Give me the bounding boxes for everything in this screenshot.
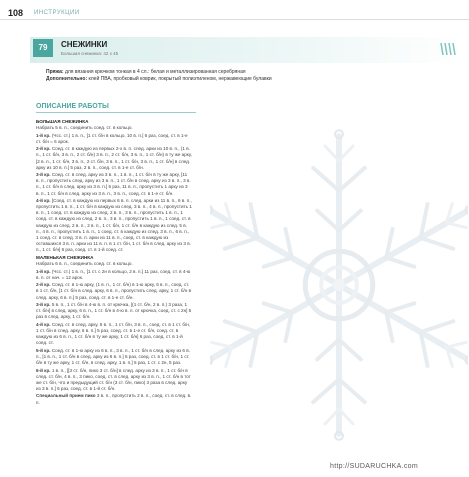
- small-row: 4-й кр. Соед. ст. в след. арку, 6 в. п., 1 ст. б/н, 3 в. п., соед. ст. в 1 ст. б/н, 1 ст. б/н в след. арку, 6 в. п.] 5 раз, соед. ст. в 1-е ст. б/н, соед. ст. в каждую из 6 в. п., 1 ст. б/н в ту же арку, 1 ст. б/н] 6 раз, соед. ст. в 1-й соед. ст.: [36, 321, 191, 346]
- small-snowflake-heading: МАЛЕНЬКАЯ СНЕЖИНКА: [36, 254, 94, 260]
- description-divider: [36, 112, 196, 113]
- big-row: 2-й кр. Соед. ст. в каждую из первых 2-х в. п. след. арки из 10 в. п., (1 в. п., 1 ст. б/н, 3 в. п., 2 ст. б/н) 3 в. п., 2 ст. б/н, 3 в. п., 1 ст. б/н) в ту же арку, [2 в. п., 1 ст. б/н, 3 в. п., 2 ст. б/н, 3 в. п., 1 ст. б/н, 3 в. п., 1 ст. б/н] в след. арку из 10 в. п.] 5 раз, 2 в. п., соед. ст. в 1-е ст. б/н.: [36, 146, 192, 170]
- pattern-title: СНЕЖИНКИ: [61, 40, 108, 49]
- big-row: 1-й кр. (Чсс. ст.) 1 в. п., [1 ст. б/н в кольцо, 10 в. п.] 6 раз, соед. ст. в 1-е ст. б/н = 6 арок.: [36, 132, 188, 144]
- pattern-subtitle: Большая снежинка: 42 х 45: [61, 51, 119, 56]
- materials-block: [46, 69, 346, 83]
- stripes-icon: [438, 40, 456, 58]
- small-row: 5-й кр. Соед. ст. в 1-ю арку из 6 в. п., 3 в. п., 1 ст. б/н в след. арку из 6 в. п., [1 в. п., 1 ст. б/н в след. арку из 6 в. п.] 5 раз, соед. ст. в 1 ст. б/н, 1 ст. б/н в ту же арку, 1 ст. б/н, в след. арку, 1 в. п.] 5 раз, 1 ст. с 2н, 5 раз.: [36, 347, 190, 365]
- extra-label: Дополнительно:: [46, 76, 88, 82]
- watermark-url: http://SUDARUCHKA.com: [330, 463, 418, 470]
- extra-text: клей ПВА, пробковый коврик, покрытый полиэтиленом, нержавеющие булавки: [87, 76, 272, 82]
- big-row: 4-й кр. [Соед. ст. в каждую из первых 6 в. п. след. арки из 11 в. п., 6 в. п., пропустить 1 в. п., 1 ст. б/н в каждую из след. 3 в. п., 4 в. п., пропустить 1 в. п., 1 соед. ст. в каждую из след. 2 в. п., 3 в. п., пропустить 1 в. п., 1 соед. ст. в каждую из след. 2 в. п., 3 в. п., пропустить 1 в. п., 1 соед. ст. в каждую из след. 2 в. п., 2 в. п., 1 ст. б/н, 1 ст. б/н в каждую из след. 5 в. п., 4 в. п., пропустить 1 в. п., 1 соед. ст. в каждую из след. 3 в. п., 6 в. п., 1 соед. ст. в след. 3 в. п. арки из 11 в. п., соед. ст. в каждую из оставшихся 3 в. п. арки из 11 в. п. в 1 ст. б/н, 1 ст. б/н в след. арку из 3 в. п., 1 ст. б/н] 6 раз, соед. ст. в 1-й соед. ст.: [36, 198, 192, 252]
- pattern-text: [36, 117, 192, 407]
- page-number: 108: [8, 8, 24, 18]
- header-divider: [0, 19, 469, 20]
- small-row: 3-й кр. 5 в. п., 1 ст. б/н в 4-ю в. п. от крючка, [(1 ст. б/н, 2 в. п.) 3 раза, 1 ст. б/н] в след. арку, 6 в. п., 1 ст. б/н в 4-ю в. п. от крючка, соед. ст. с 2н] 5 раз в след. арку, 1 ст. б/н.: [36, 302, 192, 320]
- small-row: 6-й кр. 1 в. п., [[3 ст. б/н, пико 3 ст. б/н] в след. арку из 3 в. п., 1 ст. б/н в след. ст. б/н, 4 в. п., 3 пико, соед. ст. в след. арку из 3 в. п., 1 ст. б/н в тот же ст. б/н, что и предыдущий ст. б/н (3 ст. б/н, пико) 3 раза в след. арку из 3 в. п.] 6 раз, соед. ст. в 1-й ст. б/н.: [36, 367, 191, 391]
- yarn-text: для вязания крючком тонкая в 4 сл.: белая и металлизированная серебряная: [63, 69, 246, 75]
- special-technique: Специальный прием пико 3 в. п., пропустить 2 в. п., соед. ст. в след. в. п.: [36, 393, 192, 405]
- yarn-label: Пряжа:: [46, 69, 64, 75]
- big-snowflake-heading: БОЛЬШАЯ СНЕЖИНКА: [36, 119, 89, 124]
- small-row: 2-й кр. Соед. ст. в 1-ю арку, (1 в. п., 1 ст. б/н) в 1-ю арку, 6 в. п., соед. ст. в 1 ст. б/н, [1 ст. б/н в след. арку, 6 в. п., пропустить след. арку, 1 ст. б/н в след. арку, 6 в. п.] 5 раз, соед. ст. в 1-е ст. б/н.: [36, 282, 192, 300]
- section-title: ИНСТРУКЦИИ: [34, 10, 80, 16]
- pattern-number-badge: 79: [33, 39, 53, 57]
- big-row: 3-й кр. Соед. ст. в след. арку из 3 в. п., 1 в. п., 1 ст. б/н в ту же арку, [11 в. п., пропустить след. арку из 3 в. п., 1 ст. б/н в след. арку из 3 в. п., 3 в. п., 1 ст. б/н в след. арку из 3 в. п.] 5 раз, 11 в. п., пропустить 1 арку из 3 в. п., 1 ст. б/н в след. арку из 3 в. п., 3 в. п., соед. ст. в 1-е ст. б/н.: [36, 172, 191, 196]
- small-intro: Набрать 6 в. п., соединить соед. ст. в кольцо.: [36, 261, 133, 267]
- big-intro: Набрать 5 в. п., соединить соед. ст. в кольцо.: [36, 125, 133, 131]
- snowflake-illustration: [210, 115, 468, 455]
- description-heading: ОПИСАНИЕ РАБОТЫ: [36, 103, 109, 110]
- small-row: 1-й кр. (Чсс. ст.) 1 в. п., [1 ст. с 2н в кольцо, 2 в. п.] 11 раз, соед. ст. в 4-ю в. п. от нач. = 12 арок.: [36, 268, 191, 280]
